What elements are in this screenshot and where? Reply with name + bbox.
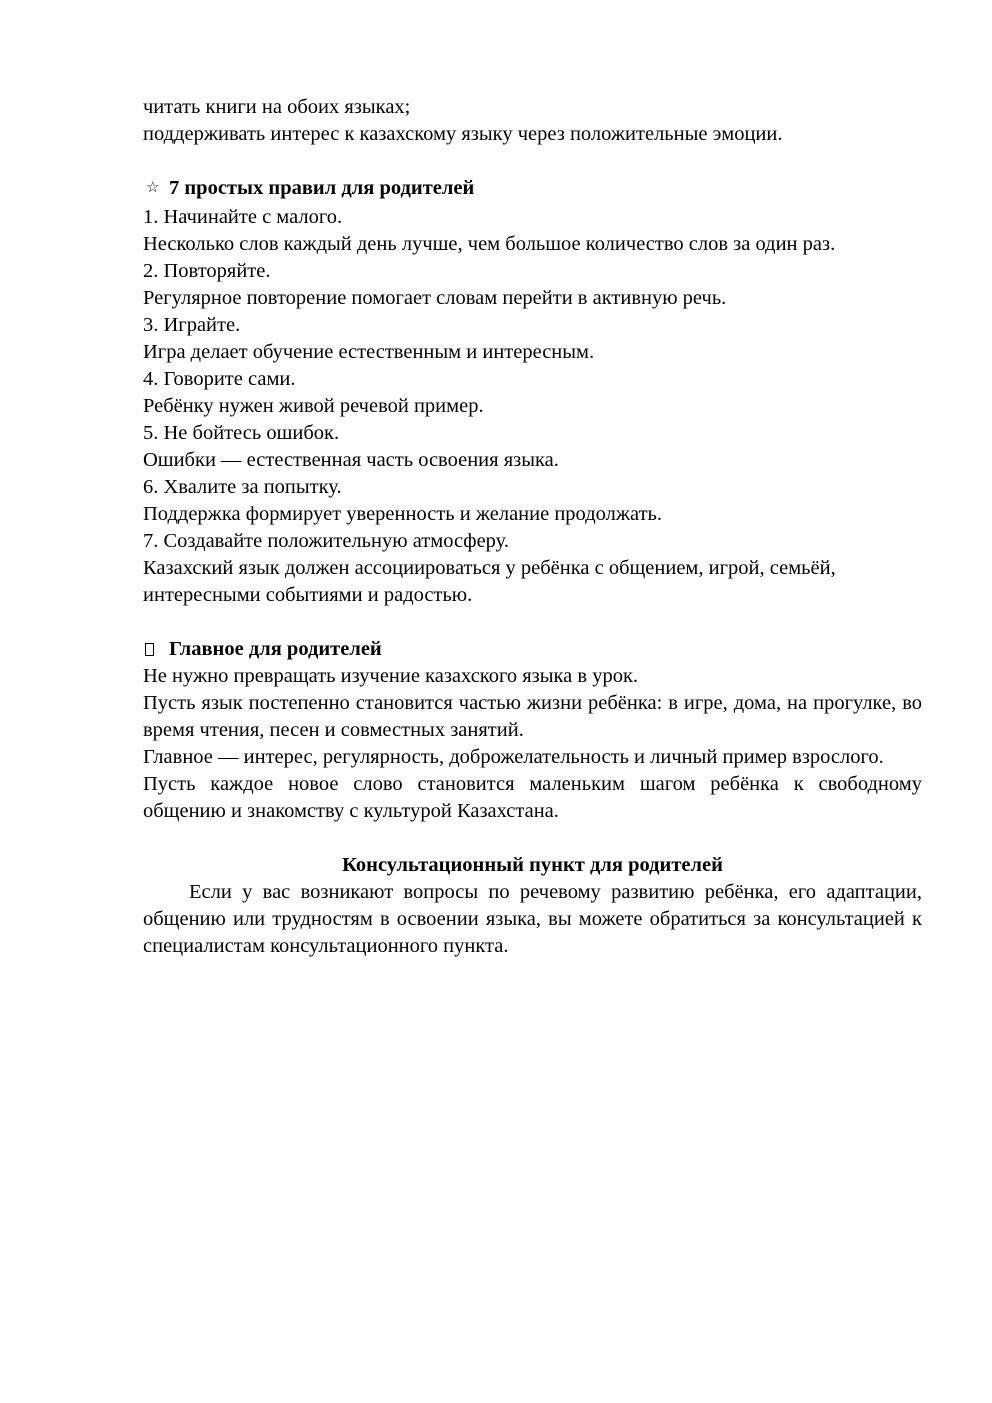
rule-title: 1. Начинайте с малого. [143, 206, 343, 228]
rule-text: Несколько слов каждый день лучше, чем большое количество слов за один раз. [143, 233, 836, 255]
intro-line: читать книги на обоих языках; [143, 96, 411, 118]
rule-title: 6. Хвалите за попытку. [143, 476, 342, 498]
rule-text: Регулярное повторение помогает словам перейти в активную речь. [143, 287, 727, 309]
document-page [143, 94, 922, 960]
rules-heading [143, 175, 922, 204]
box-icon [145, 643, 154, 656]
rules-title: 7 простых правил для родителей [169, 177, 475, 199]
spacer [143, 825, 922, 852]
spacer [143, 148, 922, 175]
main-heading [143, 636, 922, 663]
rule-text: Ошибки — естественная часть освоения языка. [143, 449, 559, 471]
rule-title: 2. Повторяйте. [143, 260, 271, 282]
rule-title: 5. Не бойтесь ошибок. [143, 422, 340, 444]
star-icon: ☆ [146, 180, 160, 196]
rule-text: Казахский язык должен ассоциироваться у ребёнка с общением, игрой, семьёй, интересными событиями и радостью. [143, 557, 836, 606]
rule-title: 4. Говорите сами. [143, 368, 296, 390]
consult-text: Если у вас возникают вопросы по речевому развитию ребёнка, его адаптации, общению или трудностям в освоении языка, вы можете обратиться за консультацией к специалистам консультационного пункта. [143, 881, 922, 957]
main-paragraph: Пусть каждое новое слово становится маленьким шагом ребёнка к свободному общению и знакомству с культурой Казахстана. [143, 773, 922, 822]
rule-text: Поддержка формирует уверенность и желание продолжать. [143, 503, 663, 525]
main-paragraph: Главное — интерес, регулярность, доброжелательность и личный пример взрослого. [143, 746, 884, 768]
rule-title: 3. Играйте. [143, 314, 241, 336]
main-title: Главное для родителей [169, 638, 382, 660]
main-paragraph: Пусть язык постепенно становится частью жизни ребёнка: в игре, дома, на прогулке, во время чтения, песен и совместных занятий. [143, 692, 922, 741]
rule-text: Игра делает обучение естественным и интересным. [143, 341, 595, 363]
intro-line: поддерживать интерес к казахскому языку через положительные эмоции. [143, 123, 783, 145]
spacer [143, 609, 922, 636]
rule-title: 7. Создавайте положительную атмосферу. [143, 530, 509, 552]
main-paragraph: Не нужно превращать изучение казахского языка в урок. [143, 665, 639, 687]
consult-title: Консультационный пункт для родителей [342, 854, 723, 876]
rule-text: Ребёнку нужен живой речевой пример. [143, 395, 484, 417]
